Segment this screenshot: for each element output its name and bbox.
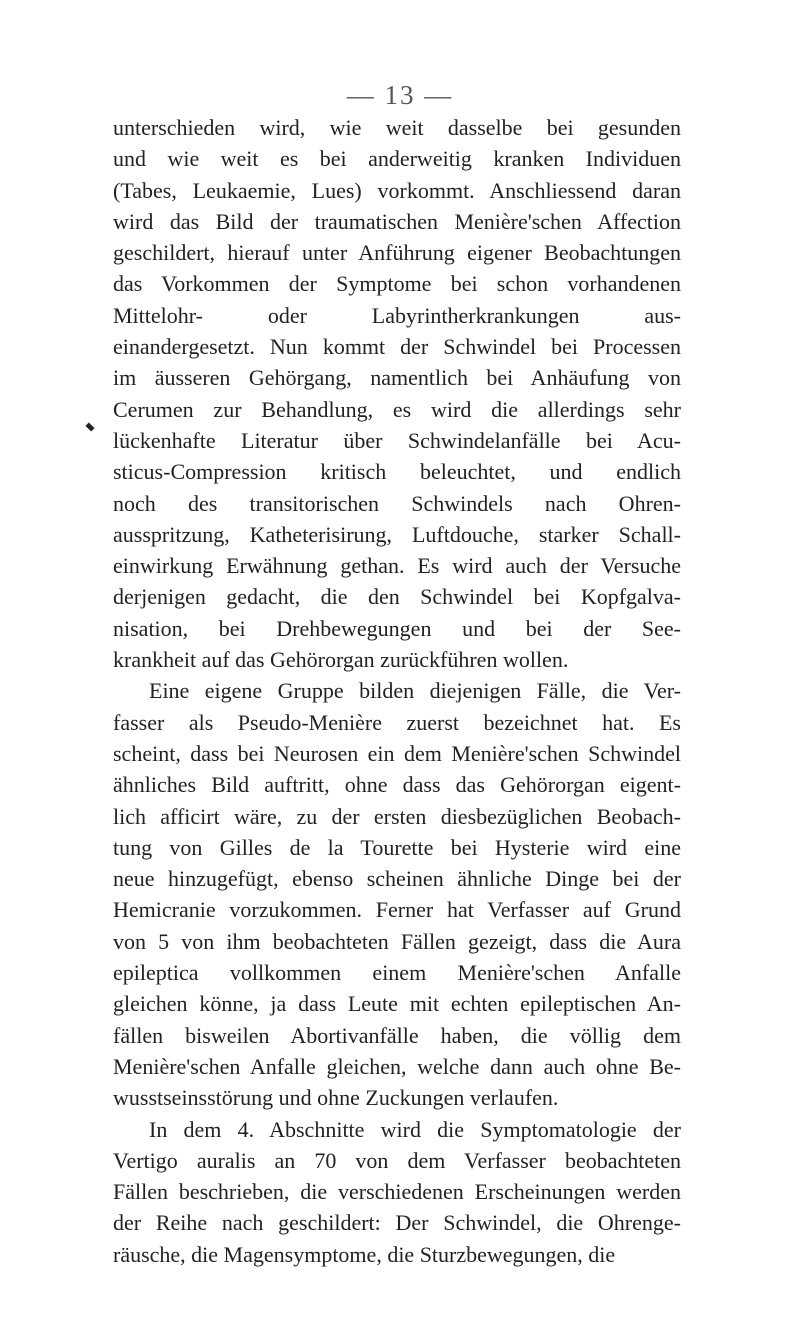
text-line: Hemicranie vorzukommen. Ferner hat Verfasser auf Grund — [113, 897, 681, 923]
text-line: sticus-Compression kritisch beleuchtet, und endlich — [113, 459, 681, 485]
text-line: von 5 von ihm beobachteten Fällen gezeigt, dass die Aura — [113, 928, 681, 954]
body-text — [113, 112, 681, 1270]
page-number: — 13 — — [346, 80, 454, 110]
text-line: einandergesetzt. Nun kommt der Schwindel bei Processen — [113, 334, 681, 360]
margin-mark — [85, 422, 94, 431]
text-line: derjenigen gedacht, die den Schwindel bei Kopfgalva- — [113, 584, 681, 610]
text-line: krankheit auf das Gehörorgan zurückführen wollen. — [113, 647, 569, 673]
text-line: fasser als Pseudo-Menière zuerst bezeichnet hat. Es — [113, 709, 681, 735]
text-line: das Vorkommen der Symptome bei schon vorhandenen — [113, 271, 681, 297]
text-line: lückenhafte Literatur über Schwindelanfälle bei Acu- — [113, 427, 681, 453]
text-line: lich afficirt wäre, zu der ersten diesbezüglichen Beobach- — [113, 803, 681, 829]
text-line: wusstseinsstörung und ohne Zuckungen verlaufen. — [113, 1085, 559, 1111]
text-line: fällen bisweilen Abortivanfälle haben, die völlig dem — [113, 1022, 681, 1048]
text-line: und wie weit es bei anderweitig kranken Individuen — [113, 146, 681, 172]
paragraph — [113, 675, 681, 1113]
text-line: neue hinzugefügt, ebenso scheinen ähnliche Dinge bei der — [113, 866, 681, 892]
text-line: räusche, die Magensymptome, die Sturzbewegungen, die — [113, 1241, 616, 1267]
text-line: epileptica vollkommen einem Menière'schen Anfalle — [113, 960, 681, 986]
paragraph — [113, 1114, 681, 1270]
text-line: nisation, bei Drehbewegungen und bei der See- — [113, 615, 681, 641]
text-line: wird das Bild der traumatischen Menière'schen Affection — [113, 208, 681, 234]
text-line: noch des transitorischen Schwindels nach Ohren- — [113, 490, 681, 516]
text-line: der Reihe nach geschildert: Der Schwindel, die Ohrenge- — [113, 1210, 681, 1236]
text-line: ähnliches Bild auftritt, ohne dass das Gehörorgan eigent- — [113, 772, 681, 798]
text-line: (Tabes, Leukaemie, Lues) vorkommt. Anschliessend daran — [113, 177, 681, 203]
text-line: ausspritzung, Katheterisirung, Luftdouche, starker Schall- — [113, 521, 681, 547]
text-line: im äusseren Gehörgang, namentlich bei Anhäufung von — [113, 365, 681, 391]
text-line: Mittelohr- oder Labyrintherkrankungen aus- — [113, 302, 681, 328]
text-line: unterschieden wird, wie weit dasselbe bei gesunden — [113, 115, 681, 140]
text-line: tung von Gilles de la Tourette bei Hysterie wird eine — [113, 834, 681, 860]
text-line: Cerumen zur Behandlung, es wird die allerdings sehr — [113, 396, 681, 422]
paragraph — [113, 112, 681, 675]
text-line: Fällen beschrieben, die verschiedenen Erscheinungen werden — [113, 1179, 681, 1205]
text-line: Eine eigene Gruppe bilden diejenigen Fälle, die Ver- — [149, 678, 681, 704]
text-line: Vertigo auralis an 70 von dem Verfasser beobachteten — [113, 1147, 681, 1173]
text-line: geschildert, hierauf unter Anführung eigener Beobachtungen — [113, 240, 681, 266]
text-line: einwirkung Erwähnung gethan. Es wird auch der Versuche — [113, 553, 681, 579]
text-line: scheint, dass bei Neurosen ein dem Menière'schen Schwindel — [113, 740, 681, 766]
text-line: gleichen könne, ja dass Leute mit echten epileptischen An- — [113, 991, 681, 1017]
text-line: Menière'schen Anfalle gleichen, welche dann auch ohne Be- — [113, 1053, 681, 1079]
text-line: In dem 4. Abschnitte wird die Symptomatologie der — [149, 1116, 681, 1142]
